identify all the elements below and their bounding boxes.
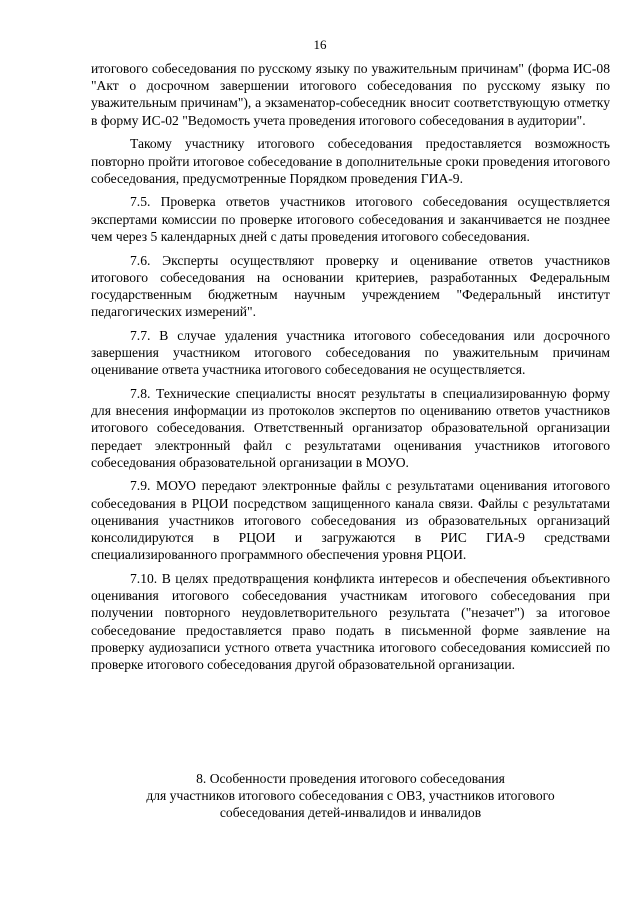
page-number: 16 — [313, 37, 327, 52]
section-8-heading — [91, 770, 610, 822]
section-heading-line: для участников итогового собеседования с ОВЗ, участников итогового — [146, 788, 555, 804]
section-heading-line: собеседования детей-инвалидов и инвалидов — [219, 805, 482, 821]
document-body — [91, 60, 610, 680]
paragraph-7-6: 7.6. Эксперты осуществляют проверку и оценивание ответов участников итогового собеседования на основании критериев, разработанных Федеральным государственным бюджетным научным учреждением "Федеральный институт педагогических измерений". — [91, 252, 610, 320]
paragraph-7-7: 7.7. В случае удаления участника итогового собеседования или досрочного завершения участником итогового собеседования по уважительным причинам оценивание ответа участника итогового собеседования не осуществляется. — [91, 327, 610, 378]
paragraph-continuation: итогового собеседования по русскому языку по уважительным причинам" (форма ИС-08 "Акт о досрочном завершении итогового собеседования по русскому языку по уважительным причинам"), а экзаменатор-собеседник вносит соответствующую отметку в форму ИС-02 "Ведомость учета проведения итогового собеседования в аудитории". — [91, 61, 610, 128]
paragraph-7-9: 7.9. МОУО передают электронные файлы с результатами оценивания итогового собеседования в РЦОИ посредством защищенного канала связи. Файлы с результатами оценивания участников итогового собеседования из образовательных организаций консолидируются в РЦОИ и загружаются в РИС ГИА-9 средствами специализированного программного обеспечения уровня РЦОИ. — [91, 478, 610, 563]
paragraph-7-10: 7.10. В целях предотвращения конфликта интересов и обеспечения объективного оценивания итогового собеседования участникам итогового собеседования при получении повторного неудовлетворительного результата ("незачет") за итоговое собеседование предоставляется право подать в письменной форме заявление на проверку аудиозаписи устного ответа участника итогового собеседования комиссией по проверке итогового собеседования другой образовательной организации. — [91, 570, 610, 672]
paragraph-retake-option: Такому участнику итогового собеседования предоставляется возможность повторно пройти итоговое собеседование в дополнительные сроки проведения итогового собеседования, предусмотренные Порядком проведения ГИА-9. — [91, 136, 610, 186]
paragraph-7-8: 7.8. Технические специалисты вносят результаты в специализированную форму для внесения информации из протоколов экспертов по оцениванию ответов участников итогового собеседования. Ответственный организатор образовательной организации передает электронный файл с результатами оценивания участников итогового собеседования образовательной организации в МОУО. — [91, 385, 610, 470]
paragraph-7-5: 7.5. Проверка ответов участников итогового собеседования осуществляется экспертами комиссии по проверке итогового собеседования и заканчивается не позднее чем через 5 календарных дней с даты проведения итогового собеседования. — [91, 194, 610, 244]
section-heading-line: 8. Особенности проведения итогового собеседования — [196, 771, 505, 786]
